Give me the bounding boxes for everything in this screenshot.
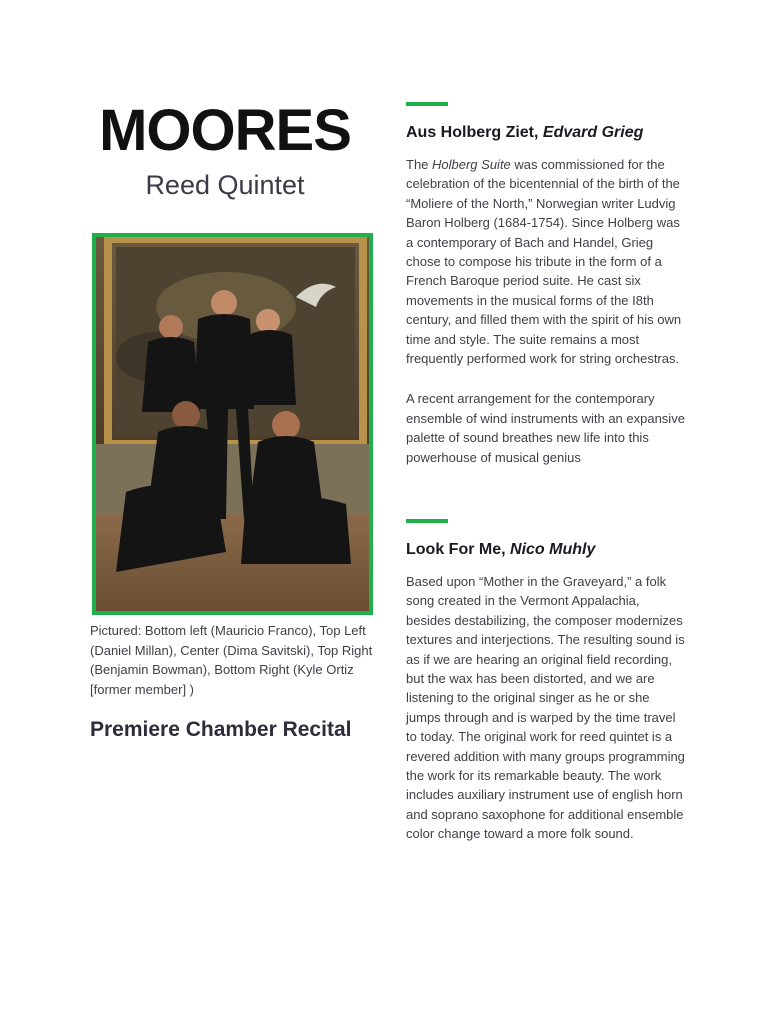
piece-description	[406, 155, 686, 368]
page-subtitle: Reed Quintet	[145, 170, 305, 200]
piece-description: Based upon “Mother in the Graveyard,” a folk song created in the Vermont Appalachia, besides destabilizing, the composer modernizes textures and interjections. The resulting sound is as if we are hearing an original field recording, but the wax has been distorted, and we are listening to the original singer as he or she jumps through and is warped by the time travel to today. The original work for reed quintet is a revered addition with many groups programming the work for its remarkable beauty. The work includes auxiliary instrument use of english horn and soprano saxophone for additional ensemble color change toward a more folk sound.	[406, 574, 685, 842]
piece-title	[406, 541, 686, 559]
composer-name: Edvard Grieg	[542, 124, 644, 141]
page-title: MOORES	[99, 98, 351, 163]
accent-bar	[406, 519, 448, 523]
composer-name: Nico Muhly	[510, 541, 596, 558]
piece-description: A recent arrangement for the contemporary ensemble of wind instruments with an expansive palette of sound breathes new life into this powerhouse of musical genius	[406, 391, 685, 465]
ensemble-photo	[92, 233, 373, 615]
accent-bar	[406, 102, 448, 106]
piece-title	[406, 124, 686, 142]
piece-section	[406, 519, 686, 844]
piece-section	[406, 102, 686, 467]
work-title: Holberg Suite	[432, 157, 511, 172]
piece-name: Aus Holberg Ziet,	[406, 124, 539, 141]
recital-heading: Premiere Chamber Recital	[90, 718, 352, 741]
header	[90, 100, 365, 201]
desc-text: was commissioned for the celebration of the bicentennial of the birth of the “Moliere of the North,” Norwegian writer Ludvig Baron Holberg (1684-1754). Since Holberg was a contemporary of Bach and Handel, Grieg chose to compose his tribute in the form of a French Baroque period suite. He cast six movements in the musical forms of the I8th century, and filled them with the spirit of his own time and style. The suite remains a most frequently performed work for string orchestras.	[406, 157, 682, 367]
desc-text: The	[406, 157, 433, 172]
ensemble-photo-image	[96, 237, 369, 611]
piece-name: Look For Me,	[406, 541, 506, 558]
photo-caption: Pictured: Bottom left (Mauricio Franco), Top Left (Daniel Millan), Center (Dima Savitski), Top Right (Benjamin Bowman), Bottom Right (Kyle Ortiz [former member] )	[90, 623, 373, 697]
